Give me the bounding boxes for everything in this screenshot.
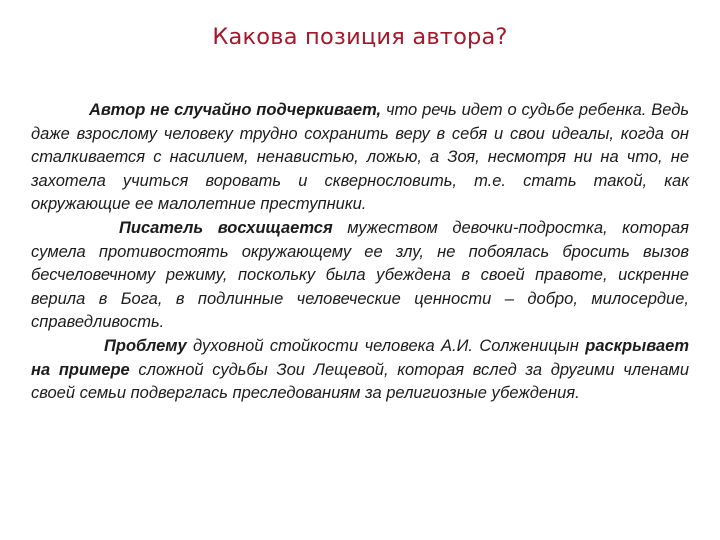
paragraph-3 (31, 335, 689, 406)
slide-body (31, 99, 689, 406)
slide-title: Какова позиция автора? (212, 24, 508, 50)
emphasis-text: Автор не случайно подчеркивает, (89, 101, 382, 119)
emphasis-text: раскрывает на примере (31, 336, 689, 379)
emphasis-text: Писатель восхищается (119, 218, 333, 237)
body-text: что речь идет о судьбе ребенка. Ведь даже взрослому человеку трудно сохранить веру в себя и свои идеалы, когда он сталкивается с насилием, ненавистью, ложью, а Зоя, несмотря ни на что, не захотела учиться воровать и сквернословить, т.е. стать такой, как окружающие ее малолетние преступники. (31, 101, 689, 214)
body-text: мужеством девочки-подростка, которая сумела противостоять окружающему ее злу, не побоялась бросить вызов бесчеловечному режиму, поскольку была убеждена в своей правоте, искренне верила в Бога, в подлинные человеческие ценности – добро, милосердие, справедливость. (31, 218, 689, 332)
body-text: духовной стойкости человека А.И. Солженицын (186, 336, 586, 355)
paragraph-1 (31, 99, 689, 217)
paragraph-2 (31, 217, 689, 335)
emphasis-text: Проблему (104, 336, 187, 355)
body-text: сложной судьбы Зои Лещевой, которая вслед за другими членами своей семьи подверглась преследованиям за религиозные убеждения. (31, 360, 689, 403)
